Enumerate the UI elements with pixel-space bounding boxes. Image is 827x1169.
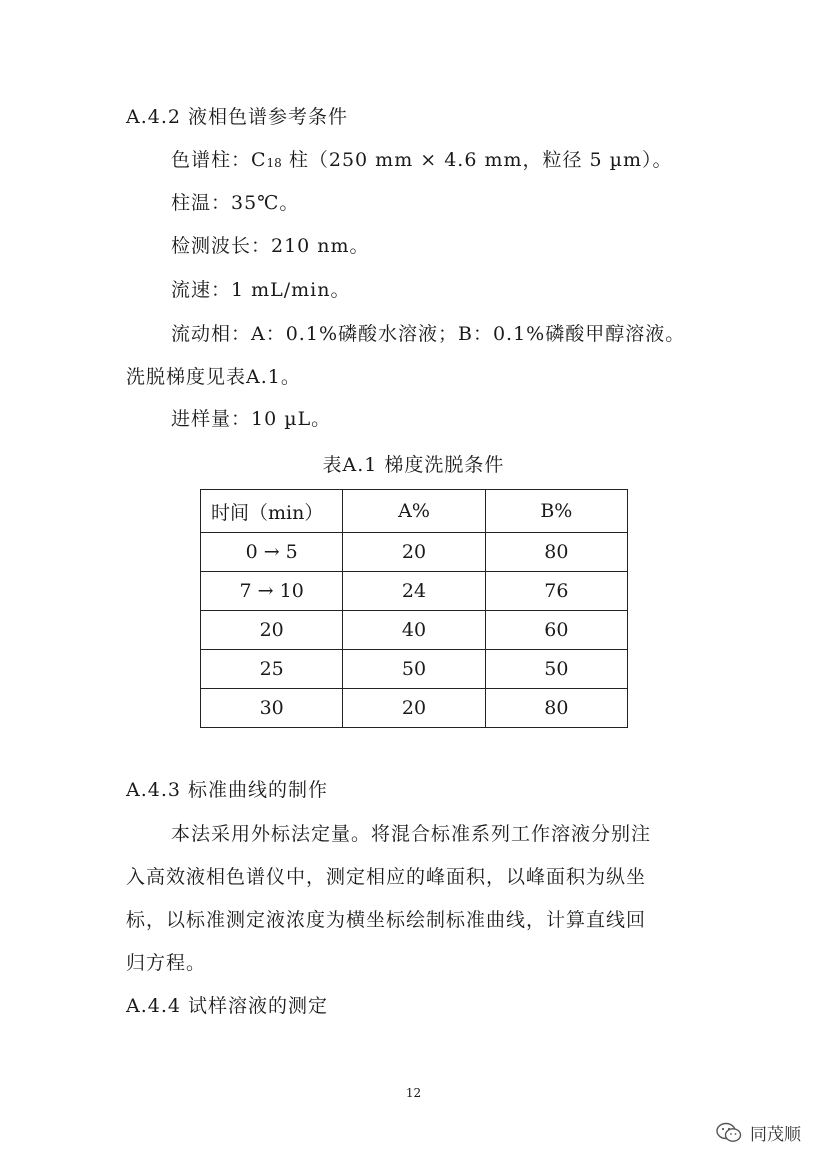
table-row — [201, 650, 628, 689]
cell-time: 7 → 10 — [201, 572, 343, 611]
cell-b: 76 — [485, 572, 627, 611]
header-a-percent: A% — [343, 490, 485, 533]
cell-time: 20 — [201, 611, 343, 650]
column-temperature: 柱温：35℃。 — [171, 192, 300, 214]
cell-b: 50 — [485, 650, 627, 689]
gradient-reference: 洗脱梯度见表A.1。 — [126, 366, 301, 388]
flow-rate: 流速：1 mL/min。 — [171, 279, 351, 301]
cell-time: 25 — [201, 650, 343, 689]
cell-a: 20 — [343, 689, 485, 728]
paragraph-line: 本法采用外标法定量。将混合标准系列工作溶液分别注 — [171, 823, 652, 845]
paragraph-line: 入高效液相色谱仪中，测定相应的峰面积，以峰面积为纵坐 — [126, 866, 647, 888]
header-time: 时间（min） — [201, 490, 343, 533]
cell-b: 80 — [485, 533, 627, 572]
paragraph-line: 归方程。 — [126, 952, 207, 974]
header-b-percent: B% — [485, 490, 627, 533]
cell-a: 20 — [343, 533, 485, 572]
mobile-phase: 流动相：A：0.1%磷酸水溶液；B：0.1%磷酸甲醇溶液。 — [171, 323, 686, 345]
heading-a42: A.4.2 液相色谱参考条件 — [126, 106, 349, 128]
column-subscript: 18 — [266, 156, 282, 170]
cell-time: 30 — [201, 689, 343, 728]
page-number: 12 — [405, 1086, 422, 1100]
injection-volume: 进样量：10 µL。 — [171, 408, 332, 430]
detection-wavelength: 检测波长：210 nm。 — [171, 235, 370, 257]
heading-a43: A.4.3 标准曲线的制作 — [126, 779, 329, 801]
gradient-table — [200, 489, 628, 728]
cell-a: 50 — [343, 650, 485, 689]
watermark — [716, 1120, 801, 1145]
wechat-icon — [716, 1122, 742, 1144]
cell-b: 60 — [485, 611, 627, 650]
cell-time: 0 → 5 — [201, 533, 343, 572]
column-prefix: 色谱柱：C — [171, 149, 267, 171]
cell-a: 40 — [343, 611, 485, 650]
cell-b: 80 — [485, 689, 627, 728]
column-suffix: 柱（250 mm × 4.6 mm，粒径 5 µm）。 — [281, 149, 673, 171]
table-header-row — [201, 490, 628, 533]
paragraph-line: 标，以标准测定液浓度为横坐标绘制标准曲线，计算直线回 — [126, 909, 647, 931]
table-row — [201, 611, 628, 650]
table-row — [201, 533, 628, 572]
heading-a44: A.4.4 试样溶液的测定 — [126, 995, 329, 1017]
table-row — [201, 689, 628, 728]
table-caption: 表A.1 梯度洗脱条件 — [322, 454, 505, 476]
table-row — [201, 572, 628, 611]
column-condition — [171, 145, 673, 172]
watermark-text: 同茂顺 — [750, 1125, 801, 1145]
cell-a: 24 — [343, 572, 485, 611]
